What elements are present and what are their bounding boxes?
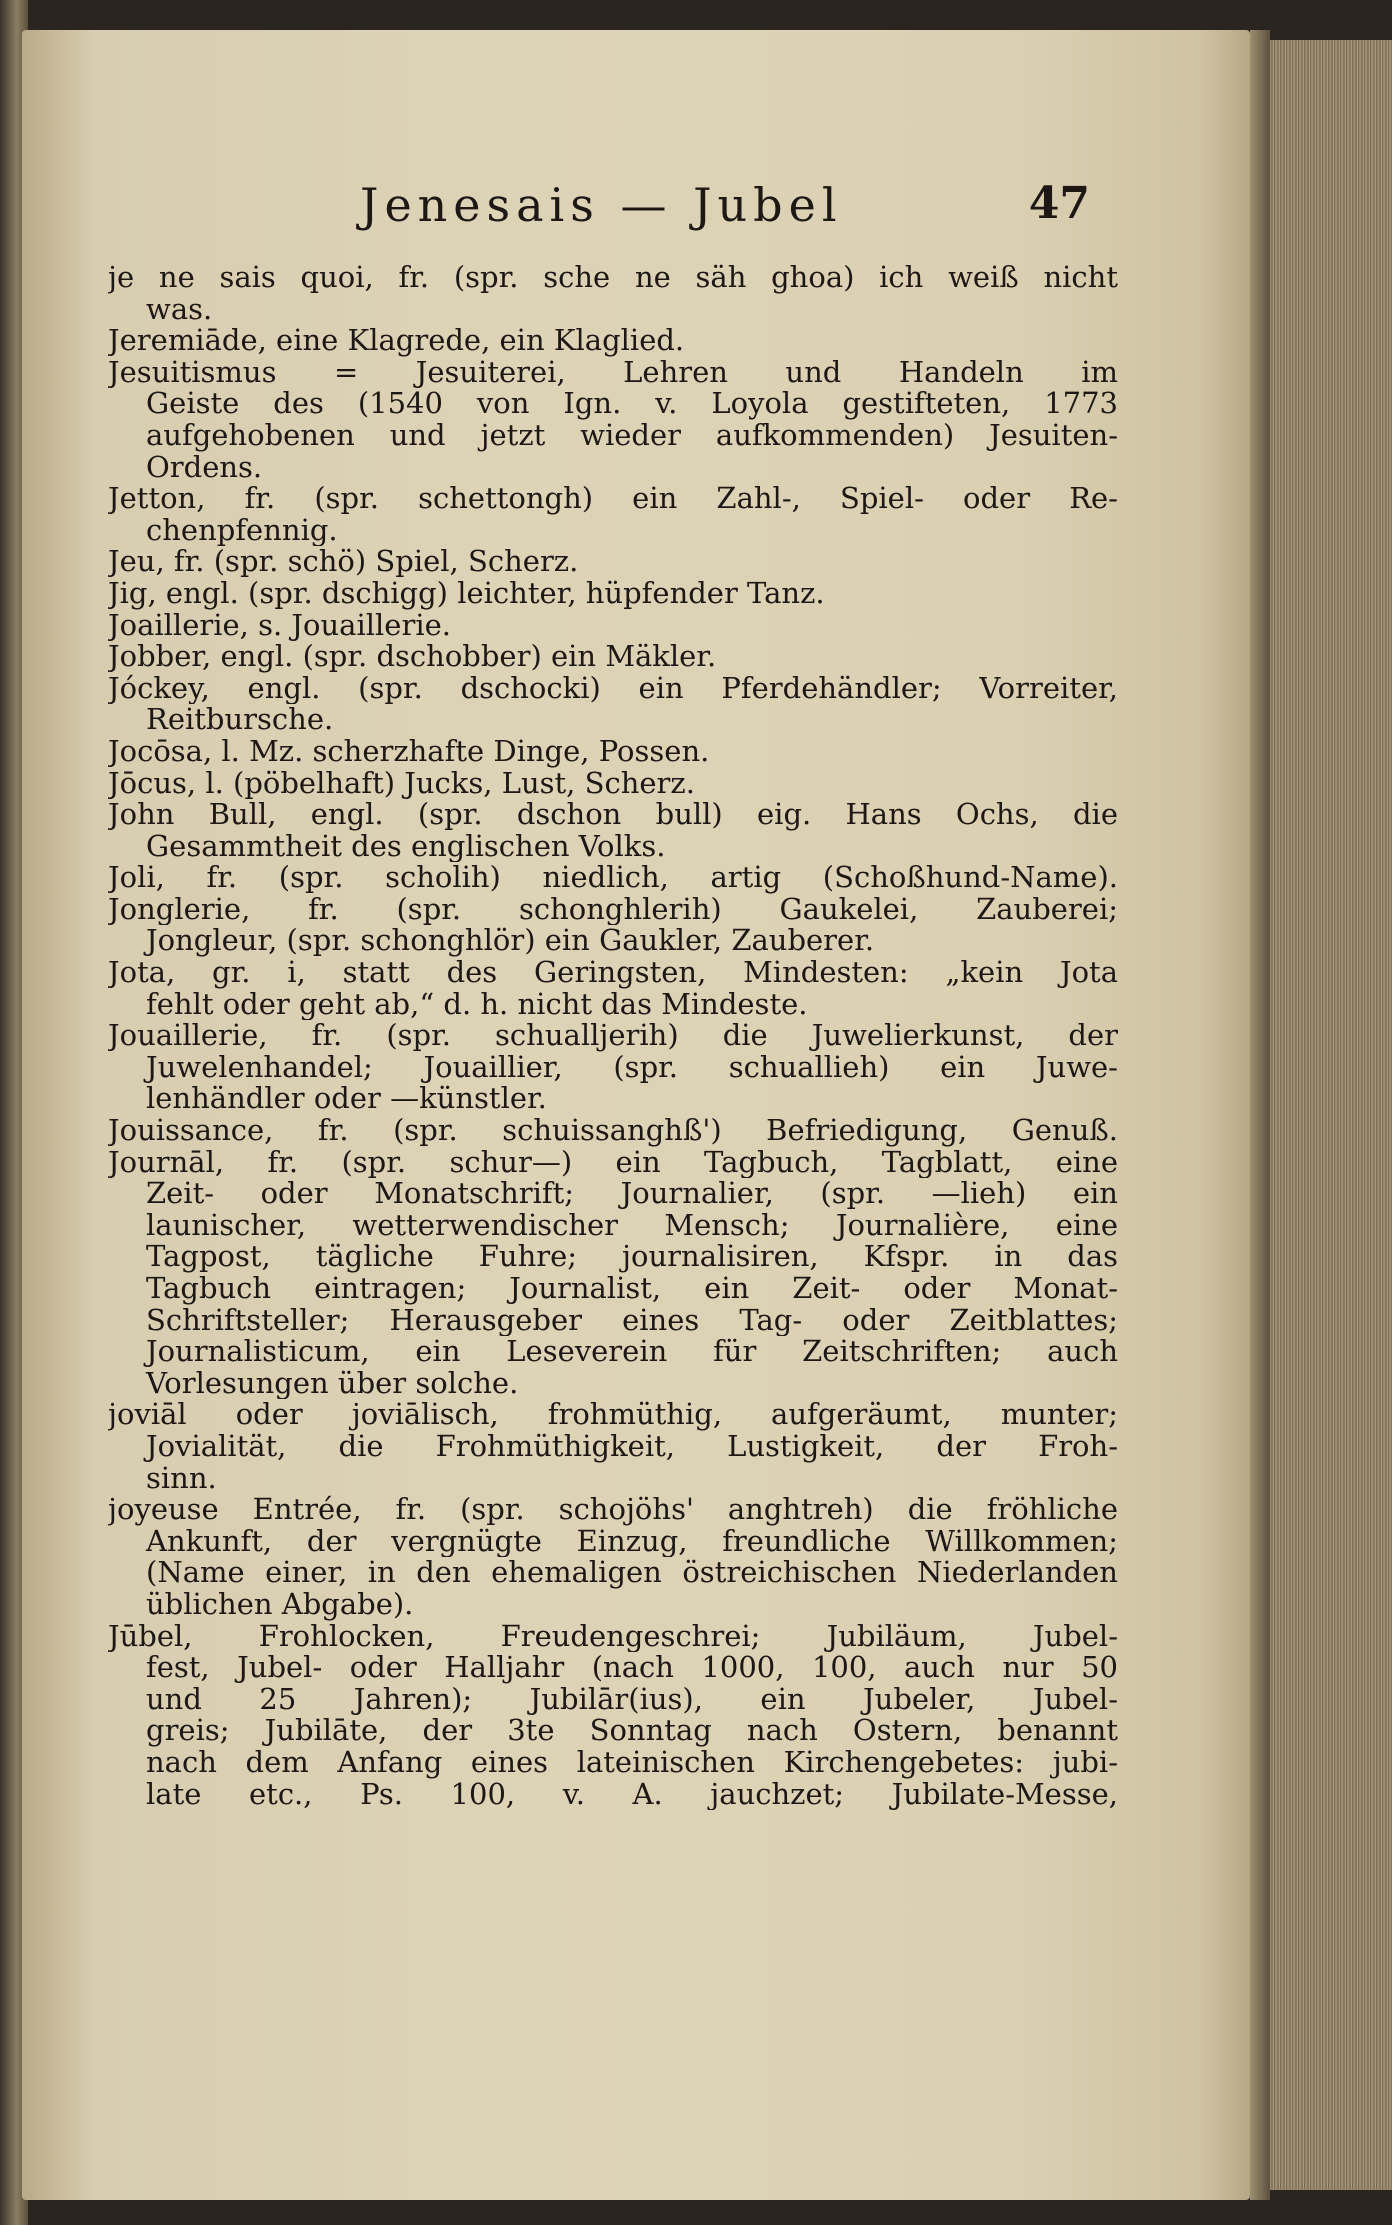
text-line: Jouaillerie, fr. (spr. schualljerih) die Juwelierkunst, der: [108, 1020, 1118, 1052]
dictionary-entries: [108, 262, 1118, 1810]
text-line: Jóckey, engl. (spr. dschocki) ein Pferdehändler; Vorreiter,: [108, 672, 1118, 705]
text-line: und 25 Jahren); Jubilār(ius), ein Jubeler, Jubel-: [146, 1683, 1118, 1716]
text-line: Jōcus, l. (pöbelhaft) Jucks, Lust, Scherz.: [108, 767, 695, 800]
text-line: je ne sais quoi, fr. (spr. sche ne säh ghoa) ich weiß nicht: [108, 262, 1118, 294]
text-line: Jeremiāde, eine Klagrede, ein Klaglied.: [108, 325, 685, 357]
text-line: Vorlesungen über solche.: [146, 1367, 519, 1400]
text-line: Jūbel, Frohlocken, Freudengeschrei; Jubiläum, Jubel-: [108, 1620, 1118, 1653]
text-line: Jovialität, die Frohmüthigkeit, Lustigkeit, der Froh-: [146, 1430, 1118, 1463]
text-line: Jonglerie, fr. (spr. schonghlerih) Gaukelei, Zauberei;: [108, 893, 1118, 926]
text-line: üblichen Abgabe).: [146, 1588, 414, 1621]
text-line: Jobber, engl. (spr. dschobber) ein Mäkler.: [108, 641, 717, 673]
text-line: was.: [146, 293, 213, 326]
page-stack-edges: [1250, 40, 1392, 2190]
text-line: John Bull, engl. (spr. dschon bull) eig. Hans Ochs, die: [108, 799, 1118, 831]
text-line: Jongleur, (spr. schonghlör) ein Gaukler, Zauberer.: [146, 925, 875, 958]
text-line: Ankunft, der vergnügte Einzug, freundliche Willkommen;: [146, 1525, 1118, 1558]
text-line: launischer, wetterwendischer Mensch; Journalière, eine: [146, 1209, 1118, 1242]
text-line: Tagpost, tägliche Fuhre; journalisiren, Kfspr. in das: [146, 1241, 1118, 1273]
text-line: fest, Jubel- oder Halljahr (nach 1000, 100, auch nur 50: [146, 1652, 1118, 1684]
text-line: Juwelenhandel; Jouaillier, (spr. schuallieh) ein Juwe-: [146, 1051, 1118, 1084]
text-line: Ordens.: [146, 451, 263, 484]
page-number: 47: [1028, 178, 1090, 229]
text-line: aufgehobenen und jetzt wieder aufkommenden) Jesuiten-: [146, 419, 1118, 452]
text-line: Jesuitismus = Jesuiterei, Lehren und Handeln im: [108, 356, 1118, 389]
text-line: Journāl, fr. (spr. schur—) ein Tagbuch, Tagblatt, eine: [108, 1146, 1118, 1179]
text-line: Joaillerie, s. Jouaillerie.: [108, 609, 451, 642]
text-line: Jouissance, fr. (spr. schuissanghß') Befriedigung, Genuß.: [108, 1115, 1118, 1147]
running-title: Jenesais — Jubel: [360, 178, 843, 232]
text-line: Schriftsteller; Herausgeber eines Tag- oder Zeitblattes;: [146, 1304, 1118, 1337]
text-line: Jota, gr. i, statt des Geringsten, Mindesten: „kein Jota: [108, 957, 1118, 989]
text-line: Joli, fr. (spr. scholih) niedlich, artig (Schoßhund-Name).: [108, 862, 1118, 894]
text-line: Jetton, fr. (spr. schettongh) ein Zahl-, Spiel- oder Re-: [108, 483, 1118, 515]
text-line: joyeuse Entrée, fr. (spr. schojöhs' anghtreh) die fröhliche: [108, 1494, 1118, 1526]
text-line: chenpfennig.: [146, 514, 338, 547]
text-line: greis; Jubilāte, der 3te Sonntag nach Ostern, benannt: [146, 1715, 1118, 1747]
text-line: joviāl oder joviālisch, frohmüthig, aufgeräumt, munter;: [108, 1399, 1118, 1431]
text-line: Jocōsa, l. Mz. scherzhafte Dinge, Possen.: [108, 735, 710, 768]
text-line: late etc., Ps. 100, v. A. jauchzet; Jubilate-Messe,: [146, 1778, 1118, 1811]
text-line: fehlt oder geht ab,“ d. h. nicht das Mindeste.: [146, 988, 808, 1021]
text-line: Zeit- oder Monatschrift; Journalier, (spr. —lieh) ein: [146, 1178, 1118, 1210]
text-line: Tagbuch eintragen; Journalist, ein Zeit- oder Monat-: [146, 1273, 1118, 1305]
text-line: Jig, engl. (spr. dschigg) leichter, hüpfender Tanz.: [108, 577, 825, 610]
text-line: Gesammtheit des englischen Volks.: [146, 830, 666, 863]
running-header: [360, 178, 1090, 238]
text-line: (Name einer, in den ehemaligen östreichischen Niederlanden: [146, 1557, 1118, 1589]
text-line: lenhändler oder —künstler.: [146, 1083, 547, 1116]
text-line: sinn.: [146, 1462, 217, 1495]
text-line: Journalisticum, ein Leseverein für Zeitschriften; auch: [146, 1336, 1118, 1368]
text-line: Jeu, fr. (spr. schö) Spiel, Scherz.: [108, 546, 579, 578]
text-line: Reitbursche.: [146, 704, 334, 736]
text-line: Geiste des (1540 von Ign. v. Loyola gestifteten, 1773: [146, 388, 1118, 420]
text-line: nach dem Anfang eines lateinischen Kirchengebetes: jubi-: [146, 1746, 1118, 1779]
page-binding-shadow: [1250, 30, 1270, 2200]
